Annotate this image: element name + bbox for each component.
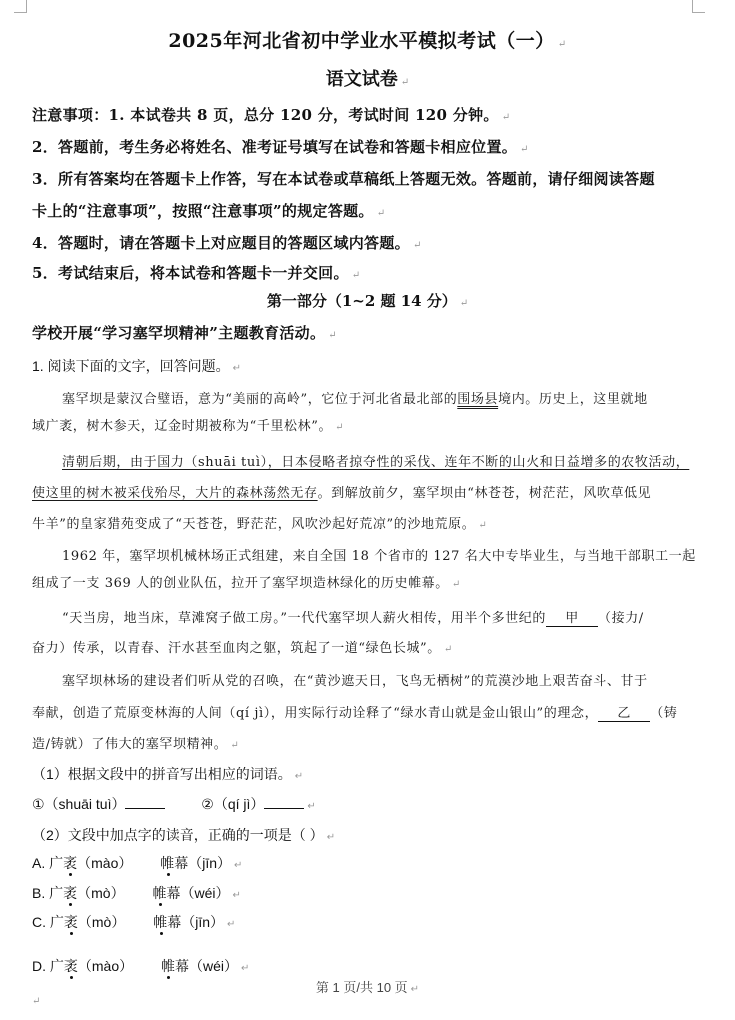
subquestion-1-blanks: ①（shuāi tuì） ②（qí jì） ↵ <box>32 796 316 812</box>
passage-p5-line2: 奉献，创造了荒原变林海的人间（qí jì），用实际行动诠释了“绿水青山就是金山银山”的理念， 乙 （铸 <box>32 706 678 721</box>
section-heading: 第一部分（1~2 题 14 分） ↵ <box>266 292 469 310</box>
passage-p4-line2: 奋力）传承，以青春、汗水甚至血肉之躯，筑起了一道“绿色长城”。 ↵ <box>32 641 453 656</box>
option-a[interactable]: A. 广袤（mào） 帷幕（jīn） ↵ <box>32 855 243 871</box>
section-intro: 学校开展“学习塞罕坝精神”主题教育活动。 ↵ <box>32 324 337 342</box>
answer-blank-1[interactable] <box>125 808 165 809</box>
blank-yi: 乙 <box>598 707 650 722</box>
crop-mark-left <box>14 0 27 13</box>
note-3: 3．所有答案均在答题卡上作答，写在本试卷或草稿纸上答题无效。答题前，请仔细阅读答题 <box>32 170 655 188</box>
subquestion-1-stem: （1）根据文段中的拼音写出相应的词语。 ↵ <box>32 766 304 782</box>
passage-p3-line2: 组成了一支 369 人的创业队伍，拉开了塞罕坝造林绿化的历史帷幕。 ↵ <box>32 576 461 591</box>
crop-mark-right <box>692 0 705 13</box>
subquestion-2-stem: （2）文段中加点字的读音，正确的一项是（ ） ↵ <box>32 827 336 843</box>
note-1: 注意事项：1. 本试卷共 8 页，总分 120 分，考试时间 120 分钟。 ↵ <box>32 106 511 124</box>
blank-jia: 甲 <box>546 612 598 627</box>
option-c[interactable]: C. 广袤（mò） 帷幕（jīn） ↵ <box>32 914 236 930</box>
passage-p4-line1: “天当房，地当床，草滩窝子做工房。”一代代塞罕坝人薪火相传，用半个多世纪的 甲 （接力/ <box>62 611 644 626</box>
answer-blank-2[interactable] <box>264 808 304 809</box>
note-3-cont: 卡上的“注意事项”，按照“注意事项”的规定答题。 ↵ <box>32 202 386 220</box>
passage-p5-line1: 塞罕坝林场的建设者们听从党的召唤，在“黄沙遮天日，飞鸟无栖树”的荒漠沙地上艰苦奋斗、甘于 <box>62 674 648 689</box>
passage-p2-line2: 使这里的树木被采伐殆尽，大片的森林荡然无存。到解放前夕，塞罕坝由“林苍苍，树茫茫，风吹草低见 <box>32 486 652 501</box>
passage-p1-line2: 域广袤，树木参天，辽金时期被称为“千里松林”。 ↵ <box>32 419 345 434</box>
passage-p2-line1: 清朝后期，由于国力（shuāi tuì），日本侵略者掠夺性的采伐、连年不断的山火和日益增多的农牧活动， <box>62 455 690 470</box>
note-5: 5．考试结束后，将本试卷和答题卡一并交回。 ↵ <box>32 264 361 282</box>
option-b[interactable]: B. 广袤（mò） 帷幕（wéi） ↵ <box>32 885 241 901</box>
exam-subtitle: 语文试卷 ↵ <box>325 69 410 90</box>
passage-p2-line3: 牛羊”的皇家猎苑变成了“天苍苍，野茫茫，风吹沙起好荒凉”的沙地荒原。 ↵ <box>32 517 488 532</box>
question-1-stem: 1. 阅读下面的文字，回答问题。 ↵ <box>32 358 241 374</box>
exam-title: 2025年河北省初中学业水平模拟考试（一） ↵ <box>168 30 567 52</box>
note-4: 4．答题时，请在答题卡上对应题目的答题区域内答题。 ↵ <box>32 234 422 252</box>
note-2: 2．答题前，考生务必将姓名、准考证号填写在试卷和答题卡相应位置。 ↵ <box>32 138 529 156</box>
option-d[interactable]: D. 广袤（mào） 帷幕（wéi） ↵ <box>32 958 250 974</box>
passage-p1-line1: 塞罕坝是蒙汉合璧语，意为“美丽的高岭”，它位于河北省最北部的围场县境内。历史上，这里就地 <box>62 392 648 407</box>
page-footer: 第 1 页/共 10 页 ↵ <box>315 980 420 995</box>
passage-p5-line3: 造/铸就）了伟大的塞罕坝精神。 ↵ <box>32 737 240 752</box>
passage-p3-line1: 1962 年，塞罕坝机械林场正式组建，来自全国 18 个省市的 127 名大中专毕业生，与当地干部职工一起 <box>62 549 696 564</box>
paragraph-mark: ↵ <box>32 996 41 1007</box>
